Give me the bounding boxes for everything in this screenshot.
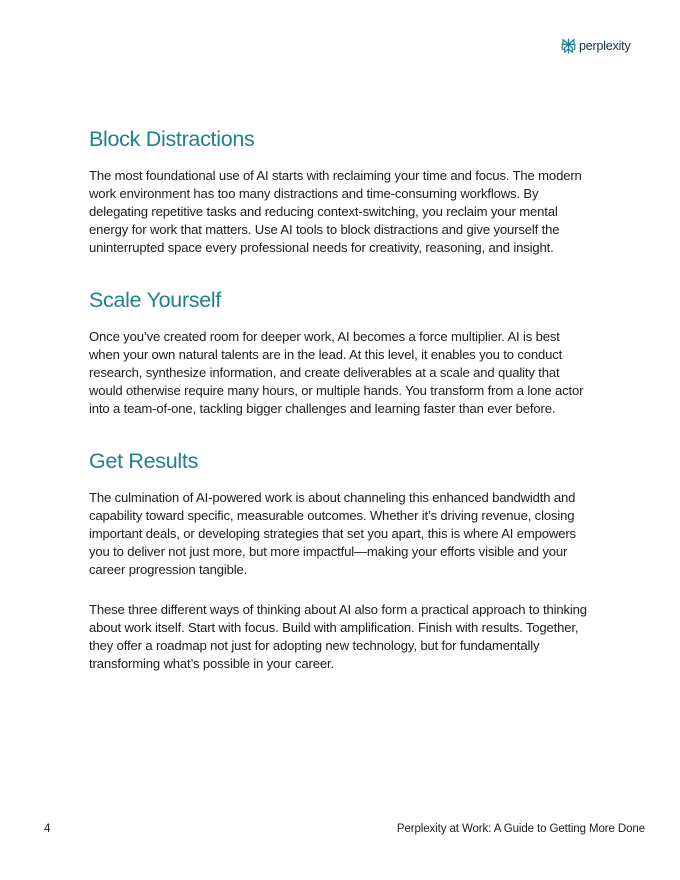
section-paragraph: Once you’ve created room for deeper work, AI becomes a force multiplier. AI is best when your own natural talents are in the lead. At this level, it enables you to conduct research, synthesize information, and create deliverables at a scale and quality that would otherwise require many hours, or multiple hands. You transform from a lone actor into a team-of-one, tackling bigger challenges and learning faster than ever before. <box>89 329 584 416</box>
closing-paragraph: These three different ways of thinking about AI also form a practical approach to thinking about work itself. Start with focus. Build with amplification. Finish with results. Together, they offer a roadmap not just for adopting new technology, but for fundamentally transforming what’s possible in your career. <box>89 602 587 671</box>
section-paragraph: The most foundational use of AI starts with reclaiming your time and focus. The modern work environment has too many distractions and time-consuming workflows. By delegating repetitive tasks and reducing context-switching, you reclaim your mental energy for work that matters. Use AI tools to block distractions and give yourself the uninterrupted space every professional needs for creativity, reasoning, and insight. <box>89 168 582 255</box>
section-heading: Block Distractions <box>89 127 255 151</box>
section-block-distractions <box>89 124 589 257</box>
section-scale-yourself <box>89 285 589 418</box>
footer-document-title: Perplexity at Work: A Guide to Getting More Done <box>396 823 645 835</box>
perplexity-logo-icon <box>561 38 576 54</box>
page-number: 4 <box>44 823 51 835</box>
brand-logo <box>561 38 631 54</box>
section-heading: Scale Yourself <box>89 288 222 312</box>
page-content <box>89 124 589 673</box>
section-heading: Get Results <box>89 449 199 473</box>
brand-name: perplexity <box>579 38 631 53</box>
section-paragraph: The culmination of AI-powered work is about channeling this enhanced bandwidth and capability toward specific, measurable outcomes. Whether it’s driving revenue, closing important deals, or developing strategies that set you apart, this is where AI empowers you to deliver not just more, but more impactful—making your efforts visible and your career progression tangible. <box>89 490 576 577</box>
section-get-results <box>89 446 589 579</box>
